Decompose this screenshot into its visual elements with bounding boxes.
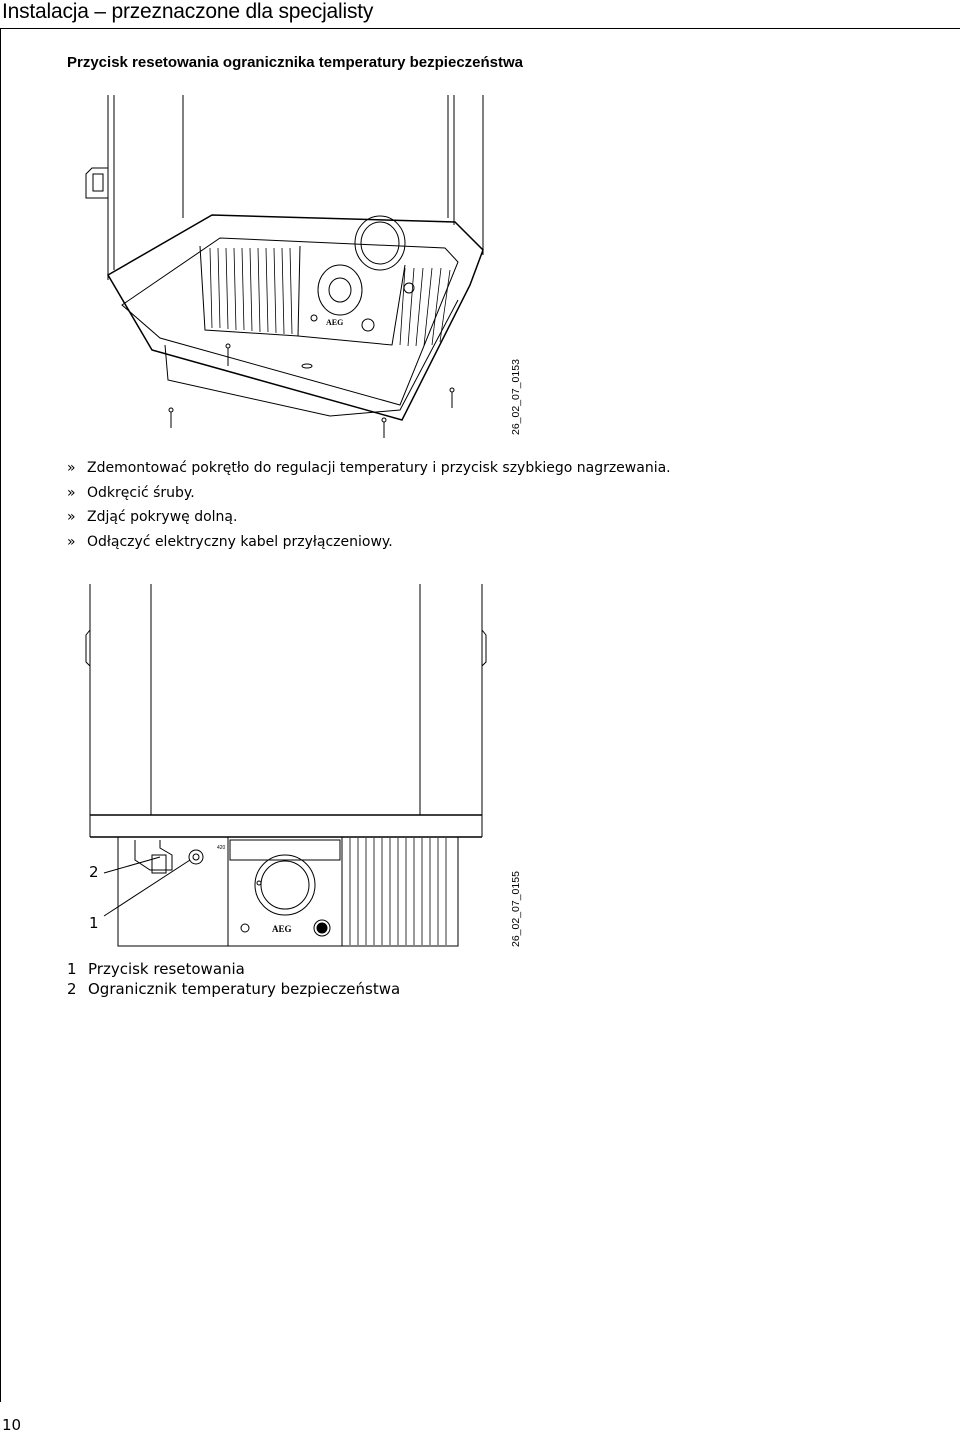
figure-legend xyxy=(67,959,400,999)
figure-1-code: 26_02_07_0153 xyxy=(510,359,522,435)
figure-2-brand-logo: AEG xyxy=(272,924,292,934)
instruction-item: » Zdjąć pokrywę dolną. xyxy=(67,509,238,526)
figure-2-code: 26_02_07_0155 xyxy=(510,871,522,947)
page-header-title: Instalacja – przeznaczone dla specjalisty xyxy=(2,0,374,23)
page-number: 10 xyxy=(2,1416,22,1434)
figure-2-part-label: 420 xyxy=(217,845,226,851)
legend-item: 1 Przycisk resetowania xyxy=(67,960,245,978)
callout-2: 2 xyxy=(89,863,99,881)
instruction-item: » Zdemontować pokrętło do regulacji temperatury i przycisk szybkiego nagrzewania. xyxy=(67,460,671,476)
figure-1-brand-logo: AEG xyxy=(326,318,344,327)
instruction-item: » Odkręcić śruby. xyxy=(67,484,195,501)
instruction-item: » Odłączyć elektryczny kabel przyłączeniowy. xyxy=(67,534,393,551)
section-heading: Przycisk resetowania ogranicznika temperatury bezpieczeństwa xyxy=(67,54,524,71)
legend-item: 2 Ogranicznik temperatury bezpieczeństwa xyxy=(67,980,401,998)
callout-1: 1 xyxy=(89,914,99,932)
